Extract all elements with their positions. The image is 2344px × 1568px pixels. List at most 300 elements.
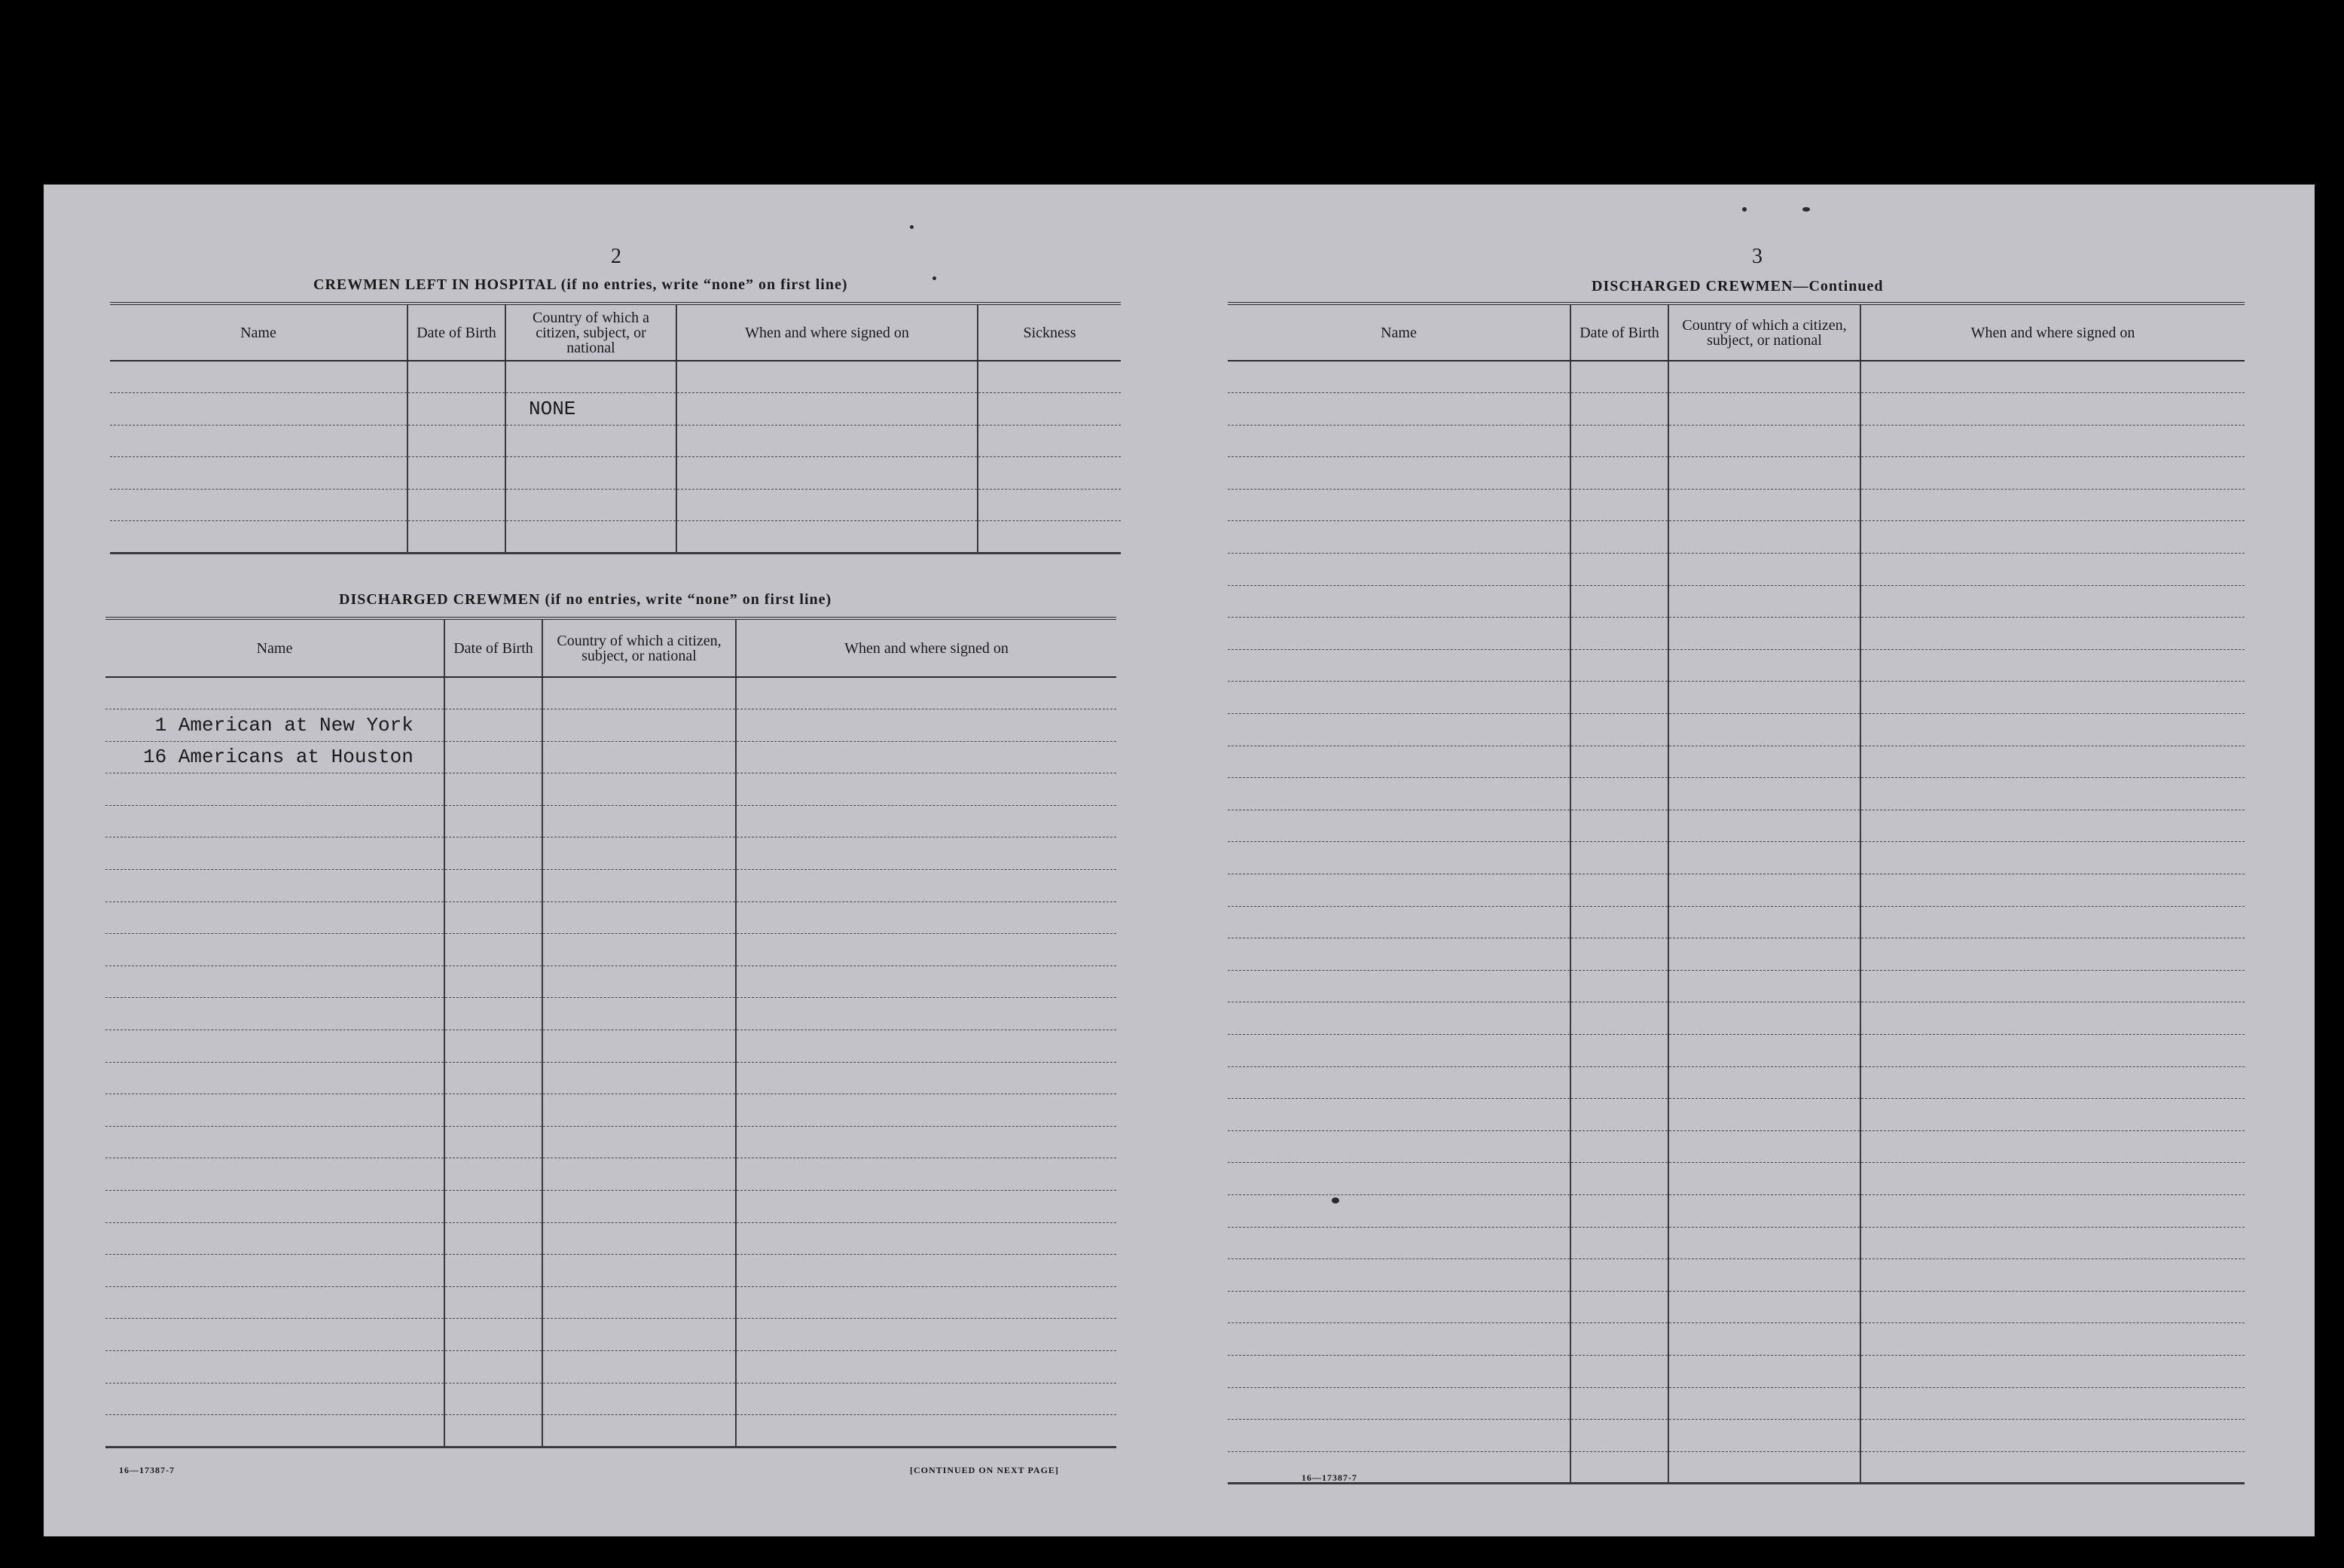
table-cell xyxy=(676,457,978,490)
table-row xyxy=(1228,714,2245,746)
header-name: Name xyxy=(105,618,444,677)
table-row xyxy=(105,773,1116,806)
table-row xyxy=(1228,1034,2245,1066)
table-row xyxy=(1228,842,2245,874)
table-cell xyxy=(105,966,444,998)
table-cell xyxy=(505,425,676,457)
table-cell xyxy=(676,521,978,554)
table-cell xyxy=(1570,521,1668,554)
table-cell xyxy=(736,966,1116,998)
table-cell xyxy=(1228,1194,1570,1227)
table-cell xyxy=(110,521,407,554)
table-row xyxy=(105,677,1116,709)
table-cell xyxy=(1860,1099,2245,1131)
table-cell xyxy=(978,393,1121,426)
table-cell xyxy=(542,1126,736,1158)
table-cell xyxy=(1860,1163,2245,1195)
table-cell xyxy=(542,1350,736,1383)
table-row xyxy=(1228,1451,2245,1484)
table-cell xyxy=(1228,361,1570,393)
table-cell xyxy=(1860,1034,2245,1066)
table-cell xyxy=(736,741,1116,773)
header-name: Name xyxy=(110,304,407,361)
table-cell: 1 American at New York xyxy=(105,709,444,742)
table-cell xyxy=(1228,778,1570,810)
table-cell xyxy=(1860,1451,2245,1484)
table-cell xyxy=(1668,1387,1860,1420)
table-cell xyxy=(736,1191,1116,1223)
table-cell xyxy=(407,521,505,554)
table-cell xyxy=(1860,1420,2245,1452)
table-cell xyxy=(1668,1130,1860,1163)
table-row xyxy=(1228,746,2245,778)
table-cell xyxy=(105,1222,444,1255)
table-cell xyxy=(444,773,542,806)
table-row xyxy=(105,1158,1116,1191)
table-cell xyxy=(105,934,444,966)
table-cell xyxy=(1860,489,2245,521)
table-cell xyxy=(1570,1163,1668,1195)
table-cell xyxy=(1860,906,2245,938)
table-cell xyxy=(1860,521,2245,554)
table-cell xyxy=(105,901,444,934)
table-cell xyxy=(1570,585,1668,618)
table-row xyxy=(1228,1355,2245,1387)
hospital-note: (if no entries, write “none” on first line) xyxy=(560,276,848,293)
table-cell xyxy=(444,1286,542,1319)
table-cell xyxy=(542,1415,736,1448)
table-cell xyxy=(105,1062,444,1094)
table-cell xyxy=(1228,874,1570,907)
right-page xyxy=(1219,185,2315,1536)
table-cell xyxy=(444,1062,542,1094)
table-cell xyxy=(1860,1323,2245,1356)
table-cell xyxy=(1228,970,1570,1002)
table-cell xyxy=(978,361,1121,393)
table-cell xyxy=(1570,810,1668,842)
table-row xyxy=(105,709,1116,742)
table-cell xyxy=(1570,906,1668,938)
table-row xyxy=(1228,489,2245,521)
table-cell xyxy=(105,1094,444,1127)
table-cell xyxy=(542,1319,736,1351)
table-cell xyxy=(1228,746,1570,778)
table-cell xyxy=(1228,842,1570,874)
table-row xyxy=(105,805,1116,837)
table-row xyxy=(1228,1099,2245,1131)
table-cell xyxy=(444,901,542,934)
dust-speck xyxy=(1332,1197,1339,1203)
table-cell xyxy=(736,677,1116,709)
dust-speck xyxy=(1802,207,1810,212)
table-cell xyxy=(736,709,1116,742)
table-cell xyxy=(1228,938,1570,971)
table-cell xyxy=(1668,649,1860,682)
table-cell xyxy=(1860,746,2245,778)
table-cell xyxy=(1668,1099,1860,1131)
table-cell xyxy=(1570,649,1668,682)
table-cell xyxy=(736,1062,1116,1094)
form-number: 16—17387-7 xyxy=(119,1465,175,1475)
table-row xyxy=(1228,649,2245,682)
table-cell xyxy=(978,425,1121,457)
table-cell xyxy=(542,1191,736,1223)
table-cell xyxy=(1570,714,1668,746)
table-cell xyxy=(105,998,444,1030)
table-cell xyxy=(1570,457,1668,490)
table-cell xyxy=(444,1222,542,1255)
table-cell xyxy=(1668,1002,1860,1035)
hospital-table xyxy=(110,302,1121,554)
page-number: 3 xyxy=(1752,245,1763,268)
table-cell xyxy=(542,1158,736,1191)
table-row xyxy=(110,361,1121,393)
table-cell xyxy=(736,901,1116,934)
table-cell xyxy=(407,425,505,457)
table-row xyxy=(105,1094,1116,1127)
table-row xyxy=(105,998,1116,1030)
table-row xyxy=(1228,1002,2245,1035)
table-row xyxy=(105,1319,1116,1351)
table-cell xyxy=(542,837,736,870)
table-cell xyxy=(1668,393,1860,426)
table-cell xyxy=(444,1350,542,1383)
table-cell xyxy=(1668,778,1860,810)
table-cell xyxy=(505,361,676,393)
table-row xyxy=(105,1286,1116,1319)
discharged-continued-title: DISCHARGED CREWMEN—Continued xyxy=(1592,278,1884,294)
table-cell xyxy=(1228,1355,1570,1387)
discharged-table xyxy=(105,617,1116,1448)
table-cell xyxy=(1570,1291,1668,1323)
table-row xyxy=(1228,970,2245,1002)
table-cell xyxy=(505,457,676,490)
table-cell xyxy=(105,1286,444,1319)
table-cell xyxy=(444,837,542,870)
table-row xyxy=(105,901,1116,934)
header-date-of-birth: Date of Birth xyxy=(1570,304,1668,361)
table-cell xyxy=(1228,457,1570,490)
table-cell xyxy=(1570,1355,1668,1387)
table-cell xyxy=(1668,425,1860,457)
table-cell xyxy=(1228,1099,1570,1131)
header-date-of-birth: Date of Birth xyxy=(407,304,505,361)
table-cell xyxy=(105,805,444,837)
table-cell xyxy=(444,1158,542,1191)
table-row xyxy=(110,425,1121,457)
dust-speck xyxy=(932,276,936,280)
table-cell xyxy=(1860,842,2245,874)
document-sheet xyxy=(44,185,2315,1536)
hospital-rows xyxy=(110,361,1121,553)
table-cell xyxy=(1860,1387,2245,1420)
table-row xyxy=(105,1350,1116,1383)
table-row xyxy=(1228,361,2245,393)
table-cell xyxy=(1668,842,1860,874)
table-cell xyxy=(407,457,505,490)
discharged-note: (if no entries, write “none” on first line) xyxy=(545,591,832,608)
table-cell: NONE xyxy=(505,393,676,426)
table-cell xyxy=(1570,1227,1668,1259)
table-cell xyxy=(1668,1259,1860,1292)
table-cell xyxy=(1860,361,2245,393)
table-cell xyxy=(736,1222,1116,1255)
table-cell xyxy=(736,1126,1116,1158)
table-cell xyxy=(1668,1451,1860,1484)
table-cell xyxy=(1228,521,1570,554)
table-cell xyxy=(1668,1034,1860,1066)
table-cell xyxy=(1668,489,1860,521)
table-cell xyxy=(1668,618,1860,650)
table-cell xyxy=(1570,938,1668,971)
table-row xyxy=(1228,1066,2245,1099)
table-cell xyxy=(1570,842,1668,874)
table-cell xyxy=(105,837,444,870)
table-cell xyxy=(542,1062,736,1094)
header-sickness: Sickness xyxy=(978,304,1121,361)
table-cell xyxy=(1860,649,2245,682)
table-cell xyxy=(105,870,444,902)
table-cell xyxy=(444,1319,542,1351)
table-cell xyxy=(1570,874,1668,907)
table-cell xyxy=(1228,1066,1570,1099)
table-row xyxy=(105,1415,1116,1448)
hospital-title: CREWMEN LEFT IN HOSPITAL xyxy=(313,276,557,293)
table-cell xyxy=(542,709,736,742)
table-row xyxy=(1228,1259,2245,1292)
table-row xyxy=(1228,457,2245,490)
table-cell xyxy=(1860,1002,2245,1035)
left-page xyxy=(44,185,1158,1536)
table-row xyxy=(110,393,1121,426)
table-cell xyxy=(105,773,444,806)
table-cell xyxy=(1570,746,1668,778)
table-cell xyxy=(1228,618,1570,650)
table-cell: 16 Americans at Houston xyxy=(105,741,444,773)
table-row xyxy=(1228,1130,2245,1163)
table-cell xyxy=(1860,1130,2245,1163)
table-cell xyxy=(1668,457,1860,490)
discharged-continued-table xyxy=(1228,302,2245,1484)
table-cell xyxy=(542,677,736,709)
continued-note: [CONTINUED ON NEXT PAGE] xyxy=(910,1465,1059,1475)
table-row xyxy=(105,741,1116,773)
table-cell xyxy=(1668,906,1860,938)
table-row xyxy=(1228,1291,2245,1323)
table-cell xyxy=(1228,1227,1570,1259)
table-cell xyxy=(1228,489,1570,521)
table-cell xyxy=(1570,489,1668,521)
table-cell xyxy=(110,361,407,393)
table-cell xyxy=(542,773,736,806)
table-cell xyxy=(1860,425,2245,457)
table-cell xyxy=(1570,1420,1668,1452)
table-cell xyxy=(444,1126,542,1158)
table-cell xyxy=(542,1286,736,1319)
table-cell xyxy=(1570,1099,1668,1131)
table-row xyxy=(1228,425,2245,457)
table-cell xyxy=(736,1415,1116,1448)
table-cell xyxy=(1668,810,1860,842)
table-cell xyxy=(1668,746,1860,778)
table-cell xyxy=(1668,1323,1860,1356)
table-cell xyxy=(736,1030,1116,1063)
form-number: 16—17387-7 xyxy=(1302,1472,1357,1483)
table-cell xyxy=(542,934,736,966)
table-cell xyxy=(444,1415,542,1448)
table-cell xyxy=(1668,1291,1860,1323)
table-cell xyxy=(1570,1323,1668,1356)
discharged-section-title xyxy=(339,591,832,609)
table-cell xyxy=(736,1350,1116,1383)
table-cell xyxy=(542,966,736,998)
table-row xyxy=(1228,874,2245,907)
table-cell xyxy=(736,805,1116,837)
table-cell xyxy=(1860,1259,2245,1292)
table-cell xyxy=(407,489,505,521)
table-cell xyxy=(1228,1130,1570,1163)
table-cell xyxy=(1570,425,1668,457)
table-cell xyxy=(444,1030,542,1063)
table-cell xyxy=(505,521,676,554)
table-cell xyxy=(110,393,407,426)
table-cell xyxy=(1570,1451,1668,1484)
table-cell xyxy=(105,1383,444,1415)
table-cell xyxy=(1860,682,2245,714)
header-signed-on: When and where signed on xyxy=(676,304,978,361)
dust-speck xyxy=(1742,207,1747,212)
table-cell xyxy=(110,489,407,521)
table-cell xyxy=(110,425,407,457)
table-cell xyxy=(736,837,1116,870)
table-row xyxy=(1228,938,2245,971)
table-cell xyxy=(542,805,736,837)
table-cell xyxy=(1570,1259,1668,1292)
table-cell xyxy=(105,1030,444,1063)
table-cell xyxy=(978,457,1121,490)
table-cell xyxy=(1228,1451,1570,1484)
table-cell xyxy=(1668,874,1860,907)
table-cell xyxy=(1668,585,1860,618)
table-cell xyxy=(105,1126,444,1158)
table-row xyxy=(105,1062,1116,1094)
table-cell xyxy=(407,393,505,426)
table-cell xyxy=(1228,1034,1570,1066)
header-date-of-birth: Date of Birth xyxy=(444,618,542,677)
table-cell xyxy=(1570,778,1668,810)
table-cell xyxy=(105,1350,444,1383)
table-cell xyxy=(110,457,407,490)
table-cell xyxy=(1860,618,2245,650)
page-number: 2 xyxy=(611,245,621,268)
table-row xyxy=(105,1126,1116,1158)
table-cell xyxy=(542,870,736,902)
table-row xyxy=(105,1255,1116,1287)
table-cell xyxy=(736,1094,1116,1127)
table-cell xyxy=(736,870,1116,902)
table-cell xyxy=(1570,618,1668,650)
table-cell xyxy=(444,1191,542,1223)
table-cell xyxy=(1668,714,1860,746)
table-cell xyxy=(1668,1420,1860,1452)
table-cell xyxy=(1228,649,1570,682)
table-cell xyxy=(444,1383,542,1415)
table-cell xyxy=(1668,938,1860,971)
table-cell xyxy=(444,805,542,837)
header-country: Country of which a citizen, subject, or national xyxy=(505,304,676,361)
table-cell xyxy=(1570,554,1668,586)
table-cell xyxy=(1860,457,2245,490)
table-row xyxy=(1228,554,2245,586)
table-cell xyxy=(542,741,736,773)
table-cell xyxy=(444,677,542,709)
table-cell xyxy=(542,901,736,934)
table-cell xyxy=(1570,361,1668,393)
table-cell xyxy=(736,998,1116,1030)
table-cell xyxy=(105,677,444,709)
table-cell xyxy=(444,870,542,902)
table-cell xyxy=(1860,938,2245,971)
table-cell xyxy=(444,741,542,773)
table-cell xyxy=(105,1191,444,1223)
table-cell xyxy=(1228,1323,1570,1356)
table-cell xyxy=(1570,1066,1668,1099)
table-cell xyxy=(407,361,505,393)
table-cell xyxy=(1860,714,2245,746)
table-row xyxy=(1228,906,2245,938)
table-row xyxy=(1228,1163,2245,1195)
table-cell xyxy=(676,489,978,521)
table-row xyxy=(1228,1227,2245,1259)
table-cell xyxy=(444,934,542,966)
table-row xyxy=(110,489,1121,521)
table-cell xyxy=(444,998,542,1030)
table-cell xyxy=(1860,585,2245,618)
table-cell xyxy=(1228,714,1570,746)
table-cell xyxy=(736,1319,1116,1351)
table-cell xyxy=(1860,1066,2245,1099)
table-cell xyxy=(1570,682,1668,714)
table-cell xyxy=(105,1255,444,1287)
table-cell xyxy=(1228,1291,1570,1323)
table-row xyxy=(1228,810,2245,842)
table-cell xyxy=(1228,1163,1570,1195)
table-cell xyxy=(542,1222,736,1255)
table-cell xyxy=(978,521,1121,554)
table-cell xyxy=(1668,970,1860,1002)
table-cell xyxy=(542,998,736,1030)
table-cell xyxy=(1860,393,2245,426)
table-cell xyxy=(676,361,978,393)
table-cell xyxy=(676,393,978,426)
table-cell xyxy=(1668,361,1860,393)
table-cell xyxy=(978,489,1121,521)
table-row xyxy=(105,870,1116,902)
table-cell xyxy=(1570,1002,1668,1035)
table-cell xyxy=(1668,554,1860,586)
table-row xyxy=(1228,585,2245,618)
table-cell xyxy=(1860,554,2245,586)
table-cell xyxy=(736,1383,1116,1415)
table-row xyxy=(110,457,1121,490)
table-cell xyxy=(1668,521,1860,554)
table-cell xyxy=(105,1415,444,1448)
table-row xyxy=(105,1383,1116,1415)
table-cell xyxy=(1860,1355,2245,1387)
table-cell xyxy=(736,1158,1116,1191)
table-cell xyxy=(542,1030,736,1063)
table-cell xyxy=(1668,1163,1860,1195)
